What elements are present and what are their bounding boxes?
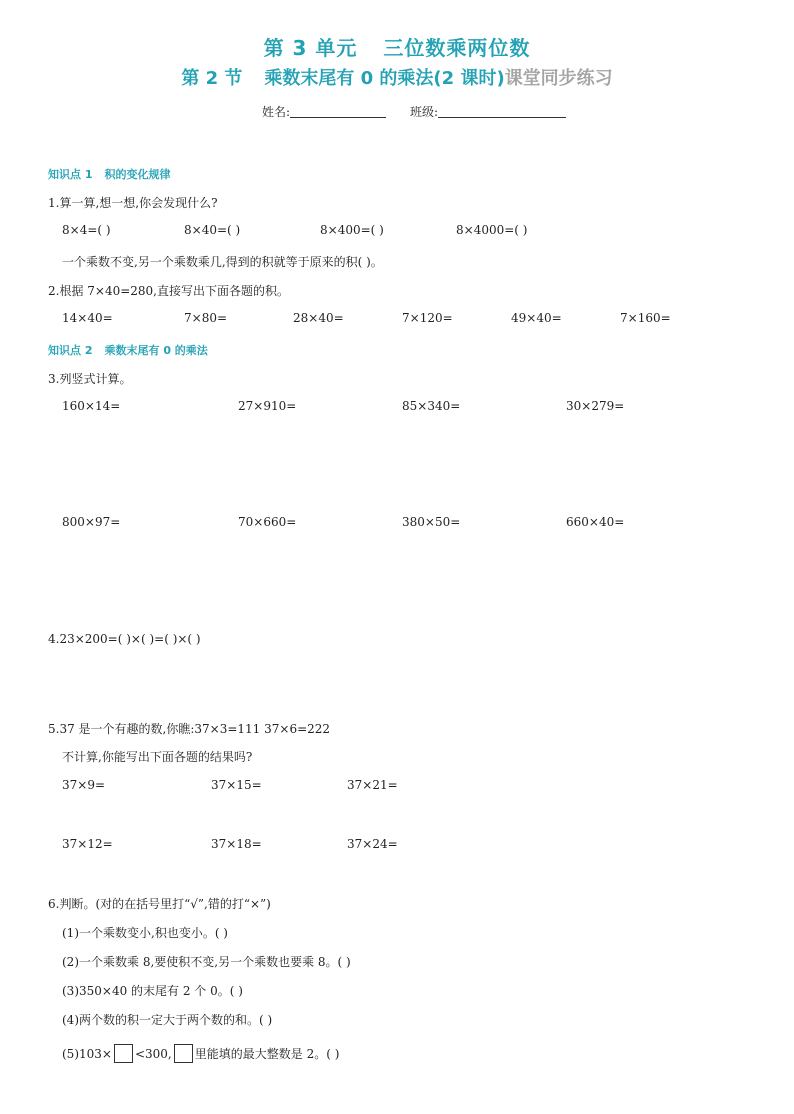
q6-item-3: (3)350×40 的末尾有 2 个 0。( )	[62, 984, 243, 998]
knowledge-point-2-label: 知识点 2	[48, 344, 93, 357]
class-label: 班级:	[410, 105, 439, 119]
q3-item-8: 660×40=	[566, 515, 625, 529]
q1-item-1: 8×4=( )	[62, 223, 111, 237]
q6-item-5-part-b: <300,	[134, 1047, 172, 1061]
name-field[interactable]	[262, 103, 386, 120]
q3-item-7: 380×50=	[402, 515, 461, 529]
subtitle-suffix: 课堂同步练习	[504, 68, 613, 89]
q2-item-2: 7×80=	[184, 311, 228, 325]
q2-item-5: 49×40=	[511, 311, 562, 325]
class-blank[interactable]	[438, 105, 566, 118]
q5-sub: 不计算,你能写出下面各题的结果吗?	[62, 750, 253, 764]
title-unit: 第 3 单元	[263, 36, 358, 60]
q5-prompt: 5.37 是一个有趣的数,你瞧:37×3=111 37×6=222	[48, 722, 331, 736]
q2-item-3: 28×40=	[293, 311, 344, 325]
q2-item-1: 14×40=	[62, 311, 113, 325]
q5-item-4: 37×12=	[62, 837, 113, 851]
q3-item-5: 800×97=	[62, 515, 121, 529]
q6-item-5-part-a: (5)103×	[62, 1047, 112, 1061]
q5-item-2: 37×15=	[211, 778, 262, 792]
q3-item-2: 27×910=	[238, 399, 297, 413]
q3-prompt: 3.列竖式计算。	[48, 372, 132, 386]
knowledge-point-1-title: 积的变化规律	[104, 168, 171, 181]
q1-item-4: 8×4000=( )	[456, 223, 528, 237]
q3-item-6: 70×660=	[238, 515, 297, 529]
knowledge-point-2	[48, 342, 208, 358]
q4-text: 4.23×200=( )×( )=( )×( )	[48, 632, 201, 646]
page-title	[0, 32, 794, 61]
q6-item-5-part-c: 里能填的最大整数是 2。( )	[194, 1047, 340, 1061]
q2-item-4: 7×120=	[402, 311, 453, 325]
subtitle-topic: 乘数末尾有 0 的乘法(2 课时)	[264, 68, 505, 89]
q2-item-6: 7×160=	[620, 311, 671, 325]
q6-item-2: (2)一个乘数乘 8,要使积不变,另一个乘数也要乘 8。( )	[62, 955, 351, 969]
q1-conclusion: 一个乘数不变,另一个乘数乘几,得到的积就等于原来的积( )。	[62, 255, 383, 269]
q5-item-5: 37×18=	[211, 837, 262, 851]
name-blank[interactable]	[290, 105, 386, 118]
q1-prompt: 1.算一算,想一想,你会发现什么?	[48, 196, 218, 210]
q6-item-4: (4)两个数的积一定大于两个数的和。( )	[62, 1013, 273, 1027]
q3-item-1: 160×14=	[62, 399, 121, 413]
q1-item-3: 8×400=( )	[320, 223, 384, 237]
subtitle-section: 第 2 节	[181, 68, 243, 89]
knowledge-point-2-title: 乘数末尾有 0 的乘法	[104, 344, 208, 357]
q5-item-3: 37×21=	[347, 778, 398, 792]
q6-prompt: 6.判断。(对的在括号里打“√”,错的打“×”)	[48, 897, 271, 911]
class-field[interactable]	[410, 103, 566, 120]
name-label: 姓名:	[262, 105, 291, 119]
knowledge-point-1-label: 知识点 1	[48, 168, 93, 181]
q2-prompt: 2.根据 7×40=280,直接写出下面各题的积。	[48, 284, 289, 298]
answer-box-2[interactable]	[174, 1044, 193, 1063]
q1-item-2: 8×40=( )	[184, 223, 241, 237]
q3-item-4: 30×279=	[566, 399, 625, 413]
q5-item-6: 37×24=	[347, 837, 398, 851]
q5-item-1: 37×9=	[62, 778, 106, 792]
q6-item-5	[62, 1044, 339, 1063]
q3-item-3: 85×340=	[402, 399, 461, 413]
q6-item-1: (1)一个乘数变小,积也变小。( )	[62, 926, 228, 940]
answer-box-1[interactable]	[114, 1044, 133, 1063]
page-subtitle	[0, 64, 794, 90]
knowledge-point-1	[48, 166, 170, 182]
title-topic: 三位数乘两位数	[383, 36, 531, 60]
